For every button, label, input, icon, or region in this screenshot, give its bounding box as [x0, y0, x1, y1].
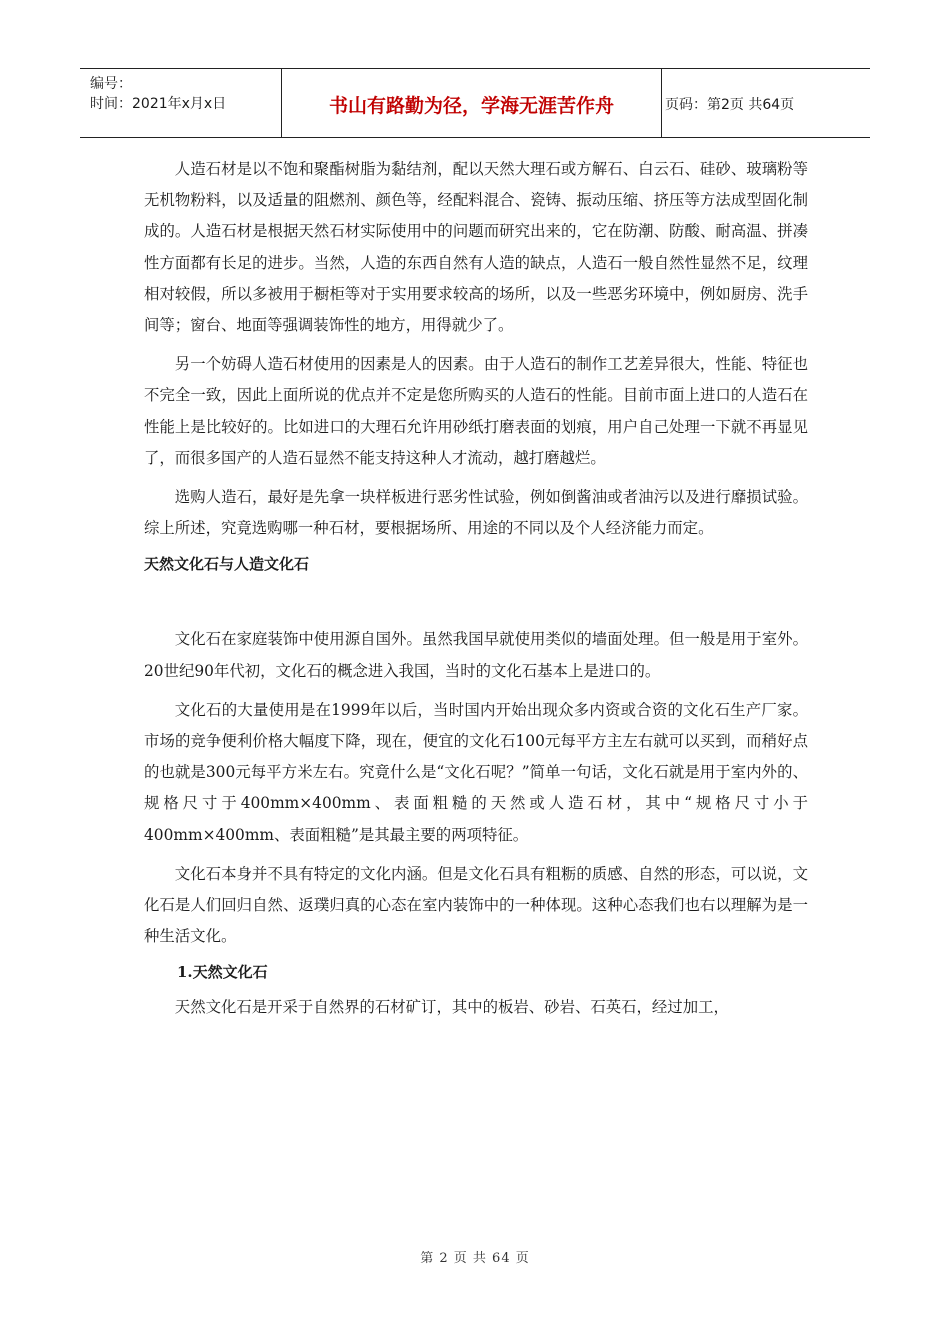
paragraph-natural-culture-stone: 天然文化石是开采于自然界的石材矿订，其中的板岩、砂岩、石英石，经过加工，	[174, 998, 729, 1017]
header-motto-cell	[281, 69, 662, 137]
paragraph-culture-stone-market: 文化石的大量使用是在1999年以后，当时国内开始出现众多内资或合资的文化石生产厂家。市场的竞争便利价格大幅度下降，现在，便宜的文化石100元每平方主左右就可以买到，而稍好点的也就是300元每平方米左右。究竟什么是“文化石呢？”简单一句话，文化石就是用于室内外的、规格尺寸于400mm×400mm、表面粗糙的天然或人造石材，其中“规格尺寸小于400mm×400mm、表面粗糙”是其最主要的两项特征。	[144, 700, 808, 844]
document-date-label: 时间：2021年x月x日	[90, 96, 227, 112]
document-body	[144, 154, 808, 1024]
header-page-code: 页码：第2页 共64页	[665, 97, 795, 113]
document-number-label: 编号：	[90, 76, 132, 92]
page-footer: 第 2 页 共 64 页	[420, 1251, 530, 1266]
paragraph-culture-stone-meaning: 文化石本身并不具有特定的文化内涵。但是文化石具有粗粝的质感、自然的形态，可以说，文化石是人们回归自然、返璞归真的心态在室内装饰中的一种体现。这种心态我们也右以理解为是一种生活文化。	[144, 864, 808, 946]
section-heading-culture-stone: 天然文化石与人造文化石	[144, 555, 310, 574]
paragraph-human-factor: 另一个妨碍人造石材使用的因素是人的因素。由于人造石的制作工艺差异很大，性能、特征也不完全一致，因此上面所说的优点并不定是您所购买的人造石的性能。目前市面上进口的人造石在性能上是比较好的。比如进口的大理石允许用砂纸打磨表面的划痕，用户自己处理一下就不再显见了，而很多国产的人造石显然不能支持这种人才流动，越打磨越烂。	[144, 355, 808, 467]
header-motto: 书山有路勤为径，学海无涯苦作舟	[328, 95, 614, 117]
subheading-natural-culture-stone: 1.天然文化石	[177, 963, 268, 982]
document-header	[80, 68, 870, 138]
header-page-cell	[661, 69, 870, 137]
paragraph-culture-stone-origin: 文化石在家庭装饰中使用源自国外。虽然我国早就使用类似的墙面处理。但一般是用于室外。20世纪90年代初，文化石的概念进入我国，当时的文化石基本上是进口的。	[144, 630, 808, 680]
paragraph-selection-advice: 选购人造石，最好是先拿一块样板进行恶劣性试验，例如倒酱油或者油污以及进行靡损试验。综上所述，究竟选购哪一种石材，要根据场所、用途的不同以及个人经济能力而定。	[144, 488, 808, 538]
paragraph-artificial-stone-intro: 人造石材是以不饱和聚酯树脂为黏结剂，配以天然大理石或方解石、白云石、硅砂、玻璃粉等无机物粉料，以及适量的阻燃剂、颜色等，经配料混合、瓷铸、振动压缩、挤压等方法成型固化制成的。人造石材是根据天然石材实际使用中的问题而研究出来的，它在防潮、防酸、耐高温、拼凑性方面都有长足的进步。当然，人造的东西自然有人造的缺点，人造石一般自然性显然不足，纹理相对较假，所以多被用于橱柜等对于实用要求较高的场所，以及一些恶劣环境中，例如厨房、洗手间等；窗台、地面等强调装饰性的地方，用得就少了。	[144, 160, 808, 335]
header-meta-cell	[80, 69, 281, 137]
